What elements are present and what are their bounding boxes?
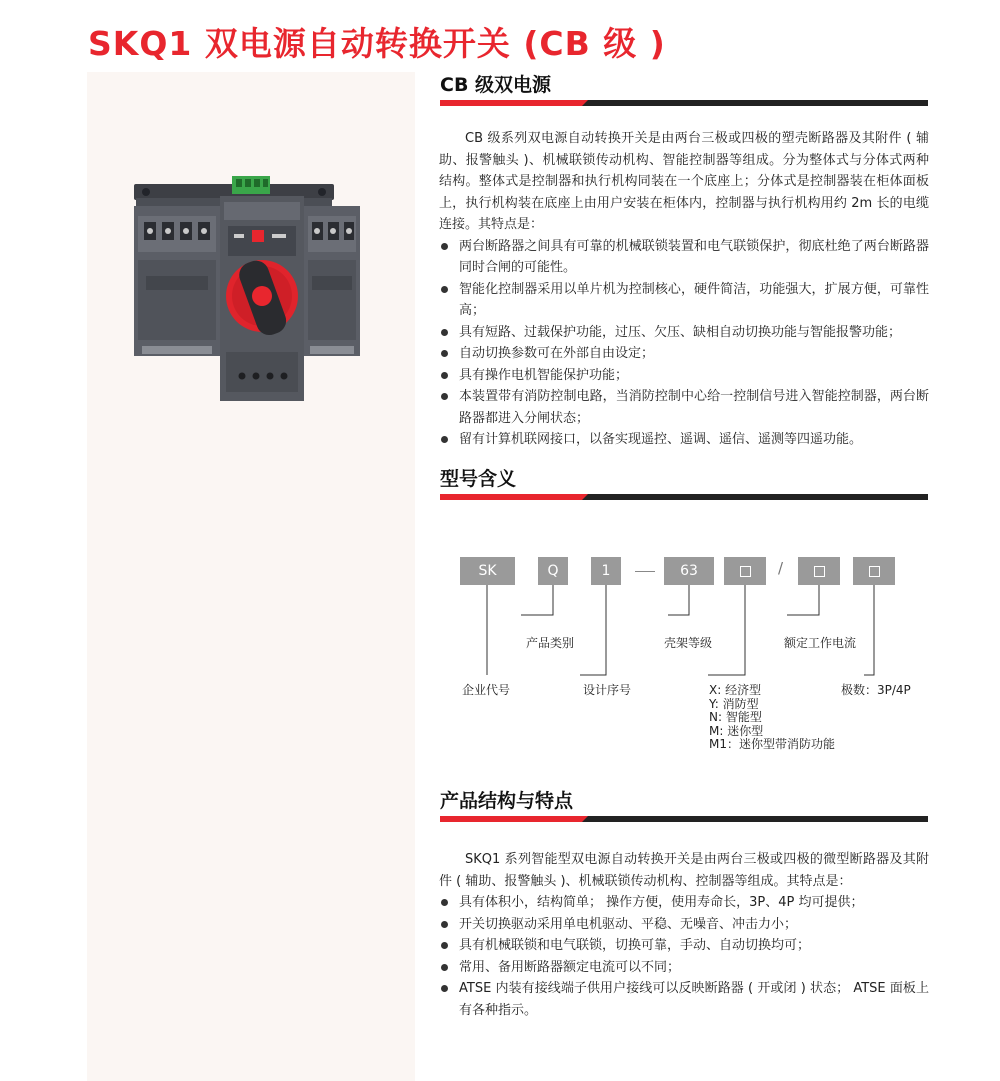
code-box-poles xyxy=(853,557,895,585)
feature-list xyxy=(439,236,929,451)
list-item: 自动切换参数可在外部自由设定； xyxy=(439,343,929,365)
cb-description xyxy=(439,128,929,451)
heading-rule xyxy=(440,494,928,500)
label-category: 产品类别 xyxy=(526,636,575,650)
section-heading-cb xyxy=(440,70,928,106)
code-box-type xyxy=(724,557,766,585)
code-box-sk: SK xyxy=(460,557,515,585)
page-title: SKQ1 双电源自动转换开关 (CB 级 ) xyxy=(88,24,666,63)
list-item: 开关切换驱动采用单电机驱动、平稳、无噪音、冲击力小； xyxy=(439,914,929,936)
separator-dash xyxy=(635,571,655,572)
heading-rule xyxy=(440,100,928,106)
label-poles: 极数：3P/4P xyxy=(841,683,911,697)
code-box-1: 1 xyxy=(591,557,621,585)
type-item: M: 迷你型 xyxy=(709,723,764,738)
type-list xyxy=(709,684,835,752)
label-design: 设计序号 xyxy=(583,683,632,697)
intro-paragraph: CB 级系列双电源自动转换开关是由两台三极或四极的塑壳断路器及其附件 ( 辅助、报警触头 )、机械联锁传动机构、智能控制器等组成。分为整体式与分体式两种结构。整体式是控制器和执行机构同装在一个底座上；分体式是控制器装在柜体面板上，执行机构装在底座上由用户安装在柜体内，控制器与执行机构用约 2m 长的电缆连接。其特点是： xyxy=(439,131,929,232)
label-rated-current: 额定工作电流 xyxy=(784,636,857,650)
code-box-63: 63 xyxy=(664,557,714,585)
blank-square-icon xyxy=(869,566,880,577)
section-title: 型号含义 xyxy=(440,468,517,490)
blank-square-icon xyxy=(814,566,825,577)
list-item: ATSE 内装有接线端子供用户接线可以反映断路器 ( 开或闭 ) 状态； ATSE 面板上有各种指示。 xyxy=(439,978,929,1021)
model-code-diagram xyxy=(430,545,930,760)
list-item: 两台断路器之间具有可靠的机械联锁装置和电气联锁保护，彻底杜绝了两台断路器同时合闸的可能性。 xyxy=(439,236,929,279)
type-item: Y: 消防型 xyxy=(709,696,759,711)
label-frame: 壳架等级 xyxy=(664,636,713,650)
list-item: 具有机械联锁和电气联锁，切换可靠，手动、自动切换均可； xyxy=(439,935,929,957)
separator-slash: / xyxy=(778,559,784,577)
type-item: X: 经济型 xyxy=(709,683,762,697)
code-box-current xyxy=(798,557,840,585)
feature-list xyxy=(439,892,929,1021)
list-item: 智能化控制器采用以单片机为控制核心，硬件简洁，功能强大，扩展方便，可靠性高； xyxy=(439,279,929,322)
list-item: 具有体积小，结构简单； 操作方便，使用寿命长，3P、4P 均可提供； xyxy=(439,892,929,914)
product-photo xyxy=(132,176,362,401)
type-item: M1：迷你型带消防功能 xyxy=(709,737,835,751)
heading-rule xyxy=(440,816,928,822)
section-heading-model xyxy=(440,464,928,500)
label-company: 企业代号 xyxy=(462,683,511,697)
type-item: N: 智能型 xyxy=(709,710,762,724)
list-item: 本装置带有消防控制电路，当消防控制中心给一控制信号进入智能控制器，两台断路器都进入分闸状态； xyxy=(439,386,929,429)
list-item: 具有操作电机智能保护功能； xyxy=(439,365,929,387)
product-image-panel xyxy=(87,72,415,1081)
section-title: 产品结构与特点 xyxy=(440,790,574,812)
section-heading-structure xyxy=(440,786,928,822)
structure-description xyxy=(439,849,929,1021)
intro-paragraph: SKQ1 系列智能型双电源自动转换开关是由两台三极或四极的微型断路器及其附件 ( 辅助、报警触头 )、机械联锁传动机构、控制器等组成。其特点是： xyxy=(439,852,929,889)
code-box-q: Q xyxy=(538,557,568,585)
list-item: 具有短路、过载保护功能，过压、欠压、缺相自动切换功能与智能报警功能； xyxy=(439,322,929,344)
list-item: 常用、备用断路器额定电流可以不同； xyxy=(439,957,929,979)
section-title: CB 级双电源 xyxy=(440,74,552,96)
blank-square-icon xyxy=(740,566,751,577)
list-item: 留有计算机联网接口，以备实现遥控、遥调、遥信、遥测等四遥功能。 xyxy=(439,429,929,451)
